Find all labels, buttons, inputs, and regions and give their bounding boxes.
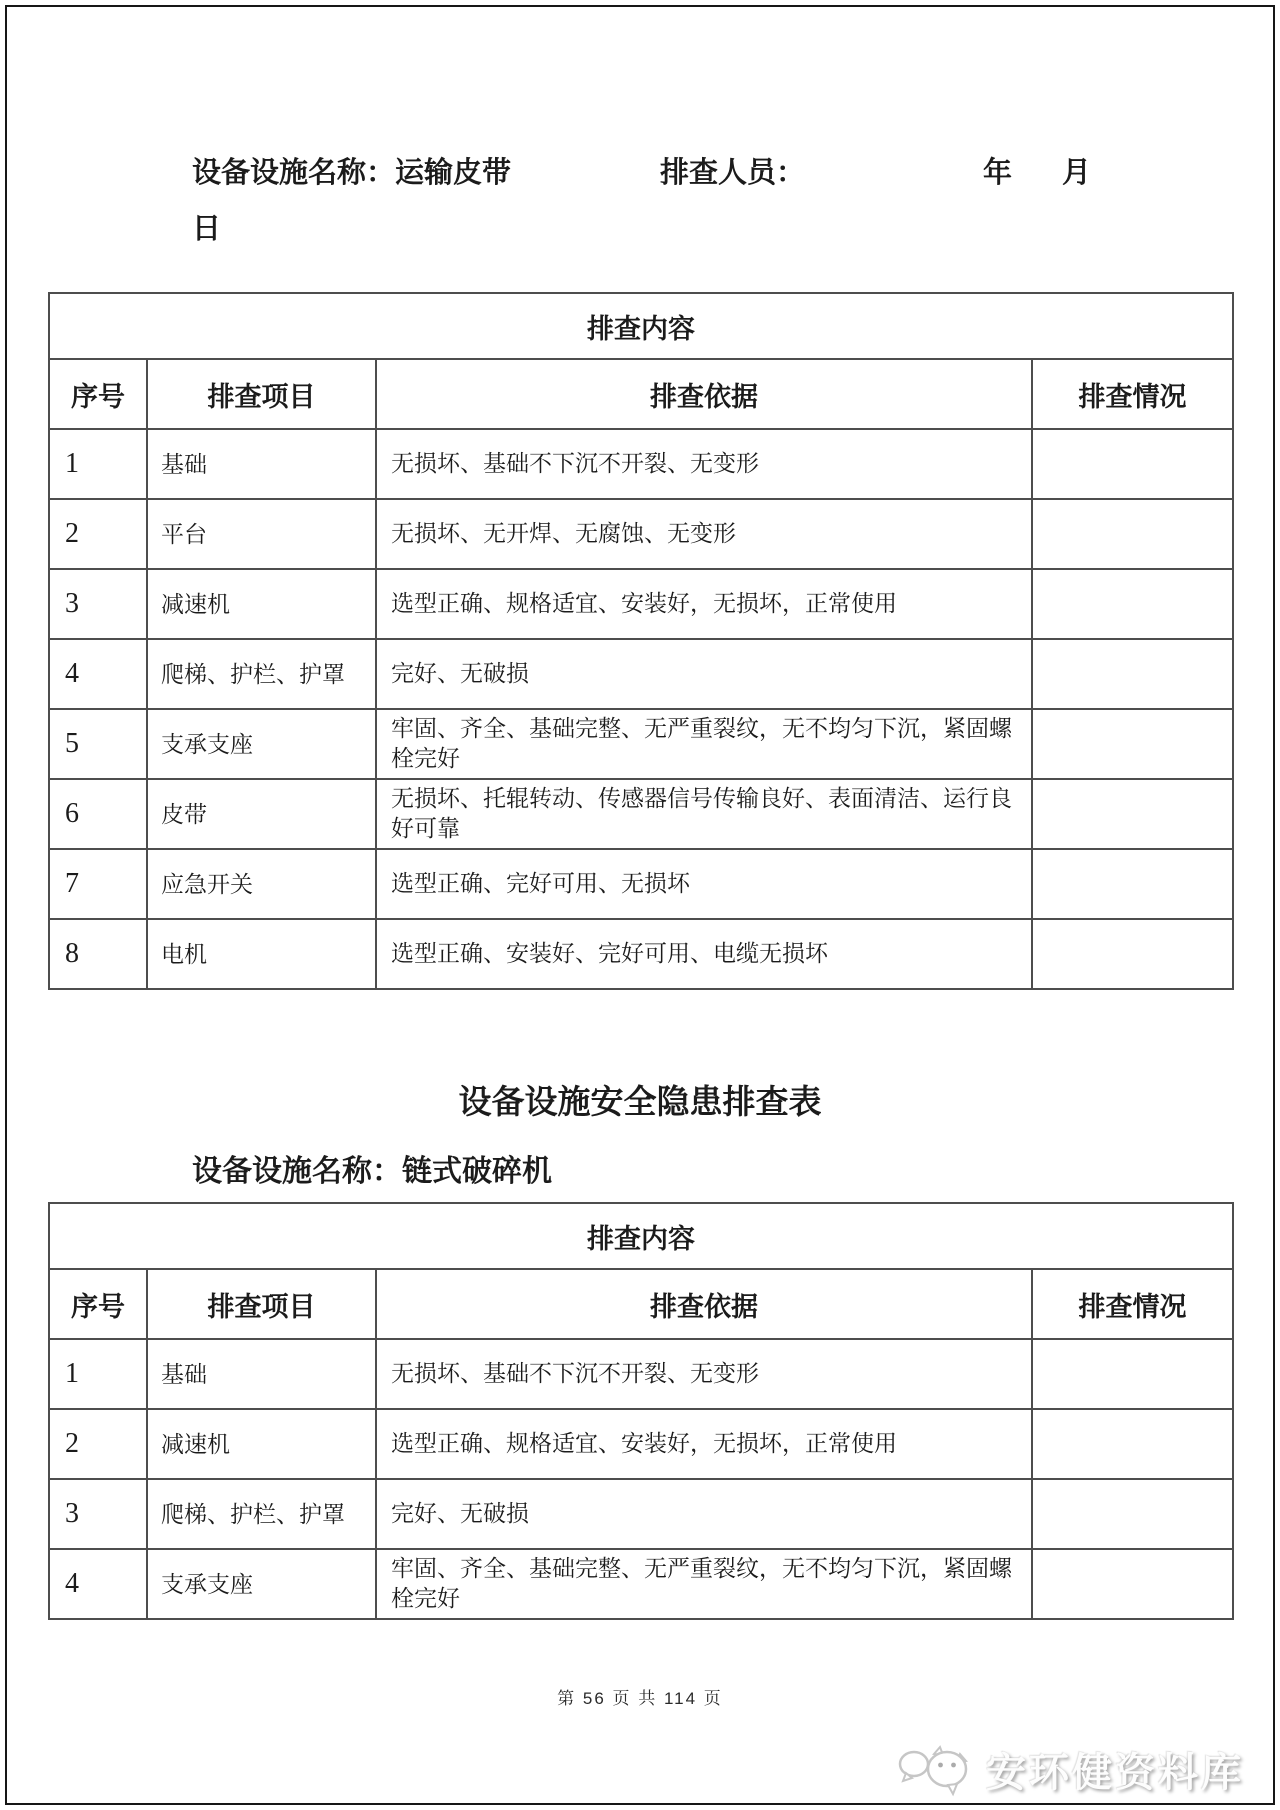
table-column-header-row [49, 359, 1233, 429]
month-label: 月 [1062, 157, 1092, 189]
table-row [49, 1479, 1233, 1549]
inspection-status-cell [1032, 1479, 1233, 1549]
inspection-basis-cell: 完好、无破损 [376, 1479, 1032, 1549]
document-header-line1 [192, 150, 1091, 191]
table-row [49, 919, 1233, 989]
inspection-basis-cell: 无损坏、基础不下沉不开裂、无变形 [376, 429, 1032, 499]
row-number-cell: 5 [49, 709, 147, 779]
inspection-item-cell: 爬梯、护栏、护罩 [147, 639, 376, 709]
inspection-status-cell [1032, 779, 1233, 849]
inspection-item-cell: 基础 [147, 1339, 376, 1409]
section-title: 设备设施安全隐患排查表 [458, 1085, 822, 1121]
inspection-table-chain-crusher [48, 1202, 1234, 1620]
inspection-status-cell [1032, 1549, 1233, 1619]
inspection-item-cell: 电机 [147, 919, 376, 989]
column-header-no: 序号 [49, 359, 147, 429]
inspection-basis-cell: 完好、无破损 [376, 639, 1032, 709]
inspection-item-cell: 爬梯、护栏、护罩 [147, 1479, 376, 1549]
inspection-status-cell [1032, 849, 1233, 919]
inspection-status-cell [1032, 569, 1233, 639]
column-header-item: 排查项目 [147, 359, 376, 429]
column-header-basis: 排查依据 [376, 1269, 1032, 1339]
row-number-cell: 1 [49, 429, 147, 499]
column-header-status: 排查情况 [1032, 1269, 1233, 1339]
table-row [49, 499, 1233, 569]
day-label: 日 [192, 213, 222, 245]
inspection-basis-cell: 无损坏、基础不下沉不开裂、无变形 [376, 1339, 1032, 1409]
inspection-basis-cell: 牢固、齐全、基础完整、无严重裂纹，无不均匀下沉，紧固螺栓完好 [376, 1549, 1032, 1619]
table-row [49, 569, 1233, 639]
row-number-cell: 4 [49, 639, 147, 709]
table-row [49, 429, 1233, 499]
row-number-cell: 4 [49, 1549, 147, 1619]
inspection-basis-cell: 选型正确、安装好、完好可用、电缆无损坏 [376, 919, 1032, 989]
table-title-row [49, 293, 1233, 359]
table-row [49, 709, 1233, 779]
inspection-status-cell [1032, 429, 1233, 499]
column-header-status: 排查情况 [1032, 359, 1233, 429]
table-row [49, 779, 1233, 849]
year-label: 年 [983, 157, 1013, 189]
inspection-item-cell: 应急开关 [147, 849, 376, 919]
row-number-cell: 8 [49, 919, 147, 989]
inspection-status-cell [1032, 639, 1233, 709]
row-number-cell: 1 [49, 1339, 147, 1409]
table-body [49, 1339, 1233, 1619]
inspection-status-cell [1032, 709, 1233, 779]
inspection-table-transport-belt [48, 292, 1234, 990]
inspection-basis-cell: 无损坏、无开焊、无腐蚀、无变形 [376, 499, 1032, 569]
inspection-item-cell: 减速机 [147, 569, 376, 639]
row-number-cell: 2 [49, 499, 147, 569]
watermark-text: 安环健资料库 [986, 1749, 1244, 1795]
column-header-item: 排查项目 [147, 1269, 376, 1339]
inspection-item-cell: 减速机 [147, 1409, 376, 1479]
table-row [49, 1409, 1233, 1479]
inspection-basis-cell: 选型正确、规格适宜、安装好，无损坏，正常使用 [376, 1409, 1032, 1479]
table-title-row [49, 1203, 1233, 1269]
table-row [49, 849, 1233, 919]
row-number-cell: 2 [49, 1409, 147, 1479]
inspection-status-cell [1032, 1409, 1233, 1479]
table-body [49, 429, 1233, 989]
table-title: 排查内容 [49, 293, 1233, 359]
device-name-label: 设备设施名称：运输皮带 [192, 157, 512, 189]
chat-bubbles-face-logo-icon [894, 1738, 978, 1800]
inspection-basis-cell: 牢固、齐全、基础完整、无严重裂纹，无不均匀下沉，紧固螺栓完好 [376, 709, 1032, 779]
inspection-item-cell: 支承支座 [147, 709, 376, 779]
inspection-status-cell [1032, 1339, 1233, 1409]
inspection-basis-cell: 无损坏、托辊转动、传感器信号传输良好、表面清洁、运行良好可靠 [376, 779, 1032, 849]
inspection-basis-cell: 选型正确、规格适宜、安装好，无损坏，正常使用 [376, 569, 1032, 639]
column-header-no: 序号 [49, 1269, 147, 1339]
inspection-item-cell: 支承支座 [147, 1549, 376, 1619]
inspection-item-cell: 皮带 [147, 779, 376, 849]
table-row [49, 1549, 1233, 1619]
watermark [894, 1738, 1244, 1800]
column-header-basis: 排查依据 [376, 359, 1032, 429]
inspector-label: 排查人员： [660, 157, 806, 189]
page-number-footer: 第 56 页 共 114 页 [557, 1689, 723, 1708]
table-column-header-row [49, 1269, 1233, 1339]
inspection-item-cell: 平台 [147, 499, 376, 569]
device-name-label-2: 设备设施名称：链式破碎机 [192, 1155, 552, 1188]
inspection-status-cell [1032, 499, 1233, 569]
inspection-item-cell: 基础 [147, 429, 376, 499]
row-number-cell: 7 [49, 849, 147, 919]
row-number-cell: 6 [49, 779, 147, 849]
inspection-status-cell [1032, 919, 1233, 989]
row-number-cell: 3 [49, 569, 147, 639]
table-row [49, 639, 1233, 709]
table-title: 排查内容 [49, 1203, 1233, 1269]
table-row [49, 1339, 1233, 1409]
inspection-basis-cell: 选型正确、完好可用、无损坏 [376, 849, 1032, 919]
row-number-cell: 3 [49, 1479, 147, 1549]
